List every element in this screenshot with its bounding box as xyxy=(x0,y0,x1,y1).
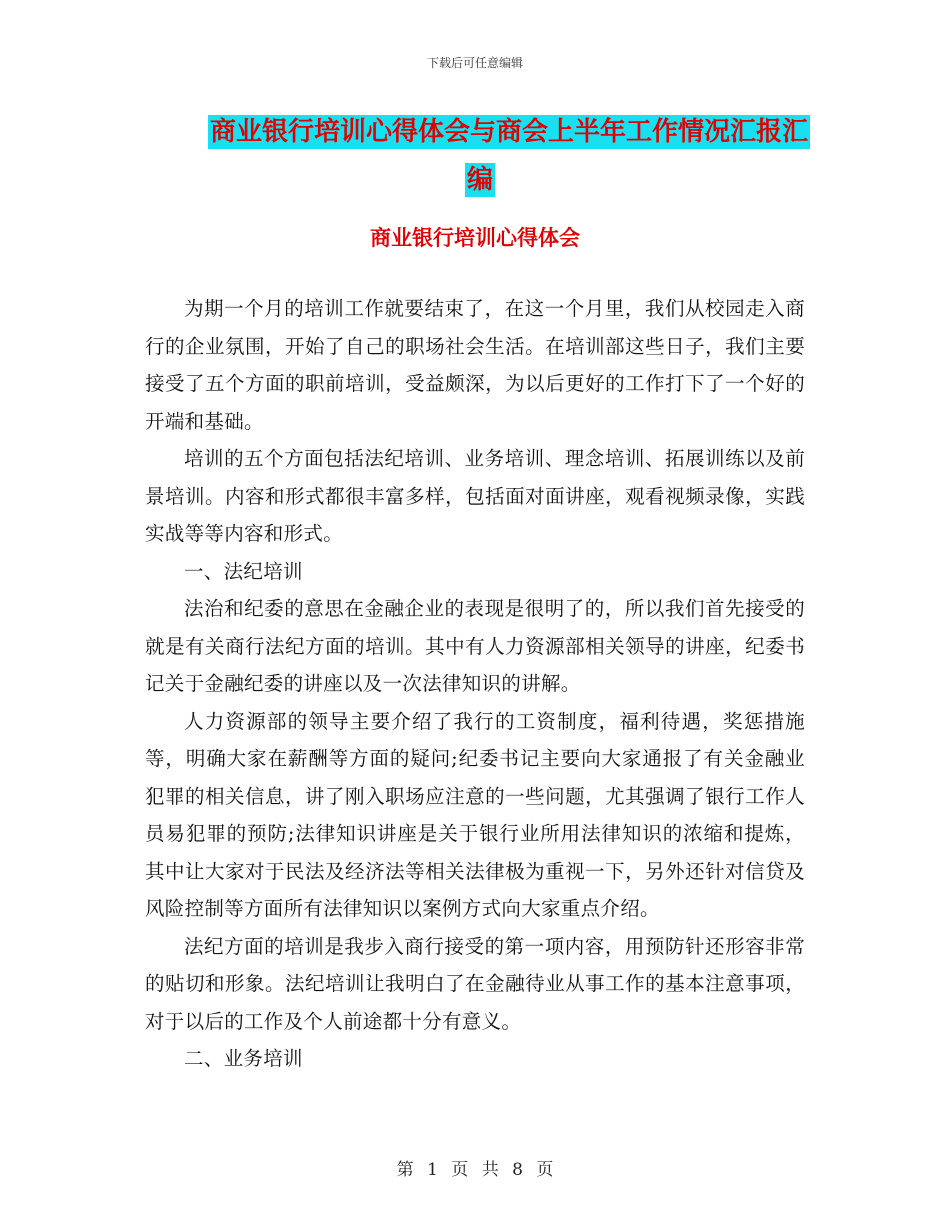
title-line-1-text: 商业银行培训心得体会与商会上半年工作情况汇报汇 xyxy=(209,117,808,147)
title-line-1 xyxy=(150,108,810,156)
paragraph: 培训的五个方面包括法纪培训、业务培训、理念培训、拓展训练以及前景培训。内容和形式都很丰富多样，包括面对面讲座，观看视频录像，实践实战等等内容和形式。 xyxy=(145,447,805,545)
footer-total-word: 共 xyxy=(481,1160,499,1180)
document-title xyxy=(150,108,810,204)
paragraph: 为期一个月的培训工作就要结束了，在这一个月里，我们从校园走入商行的企业氛围，开始了自己的职场社会生活。在培训部这些日子，我们主要接受了五个方面的职前培训，受益颇深，为以后更好的工作打下了一个好的开端和基础。 xyxy=(145,297,805,433)
footer-total-pages: 8 xyxy=(512,1160,523,1180)
footer-page-number: 1 xyxy=(427,1160,438,1180)
footer-suffix: 页 xyxy=(536,1160,554,1180)
footer-prefix: 第 xyxy=(396,1160,414,1180)
section-heading-2: 二、业务培训 xyxy=(184,1047,303,1070)
paragraph: 法治和纪委的意思在金融企业的表现是很明了的，所以我们首先接受的就是有关商行法纪方面的培训。其中有人力资源部相关领导的讲座，纪委书记关于金融纪委的讲座以及一次法律知识的讲解。 xyxy=(145,597,805,695)
title-line-2-text: 编 xyxy=(466,165,493,195)
footer-page-word: 页 xyxy=(451,1160,469,1180)
paragraph: 人力资源部的领导主要介绍了我行的工资制度，福利待遇，奖惩措施等，明确大家在薪酬等方面的疑问;纪委书记主要向大家通报了有关金融业犯罪的相关信息，讲了刚入职场应注意的一些问题，尤其强调了银行工作人员易犯罪的预防;法律知识讲座是关于银行业所用法律知识的浓缩和提炼，其中让大家对于民法及经济法等相关法律极为重视一下，另外还针对信贷及风险控制等方面所有法律知识以案例方式向大家重点介绍。 xyxy=(145,709,805,920)
title-line-2 xyxy=(150,156,810,204)
body-text xyxy=(145,290,805,1078)
page-footer xyxy=(0,1155,950,1180)
header-note: 下载后可任意编辑 xyxy=(426,56,523,70)
section-title: 商业银行培训心得体会 xyxy=(370,226,580,250)
section-heading-1: 一、法纪培训 xyxy=(184,559,303,583)
paragraph: 法纪方面的培训是我步入商行接受的第一项内容，用预防针还形容非常的贴切和形象。法纪培训让我明白了在金融待业从事工作的基本注意事项，对于以后的工作及个人前途都十分有意义。 xyxy=(145,934,805,1033)
